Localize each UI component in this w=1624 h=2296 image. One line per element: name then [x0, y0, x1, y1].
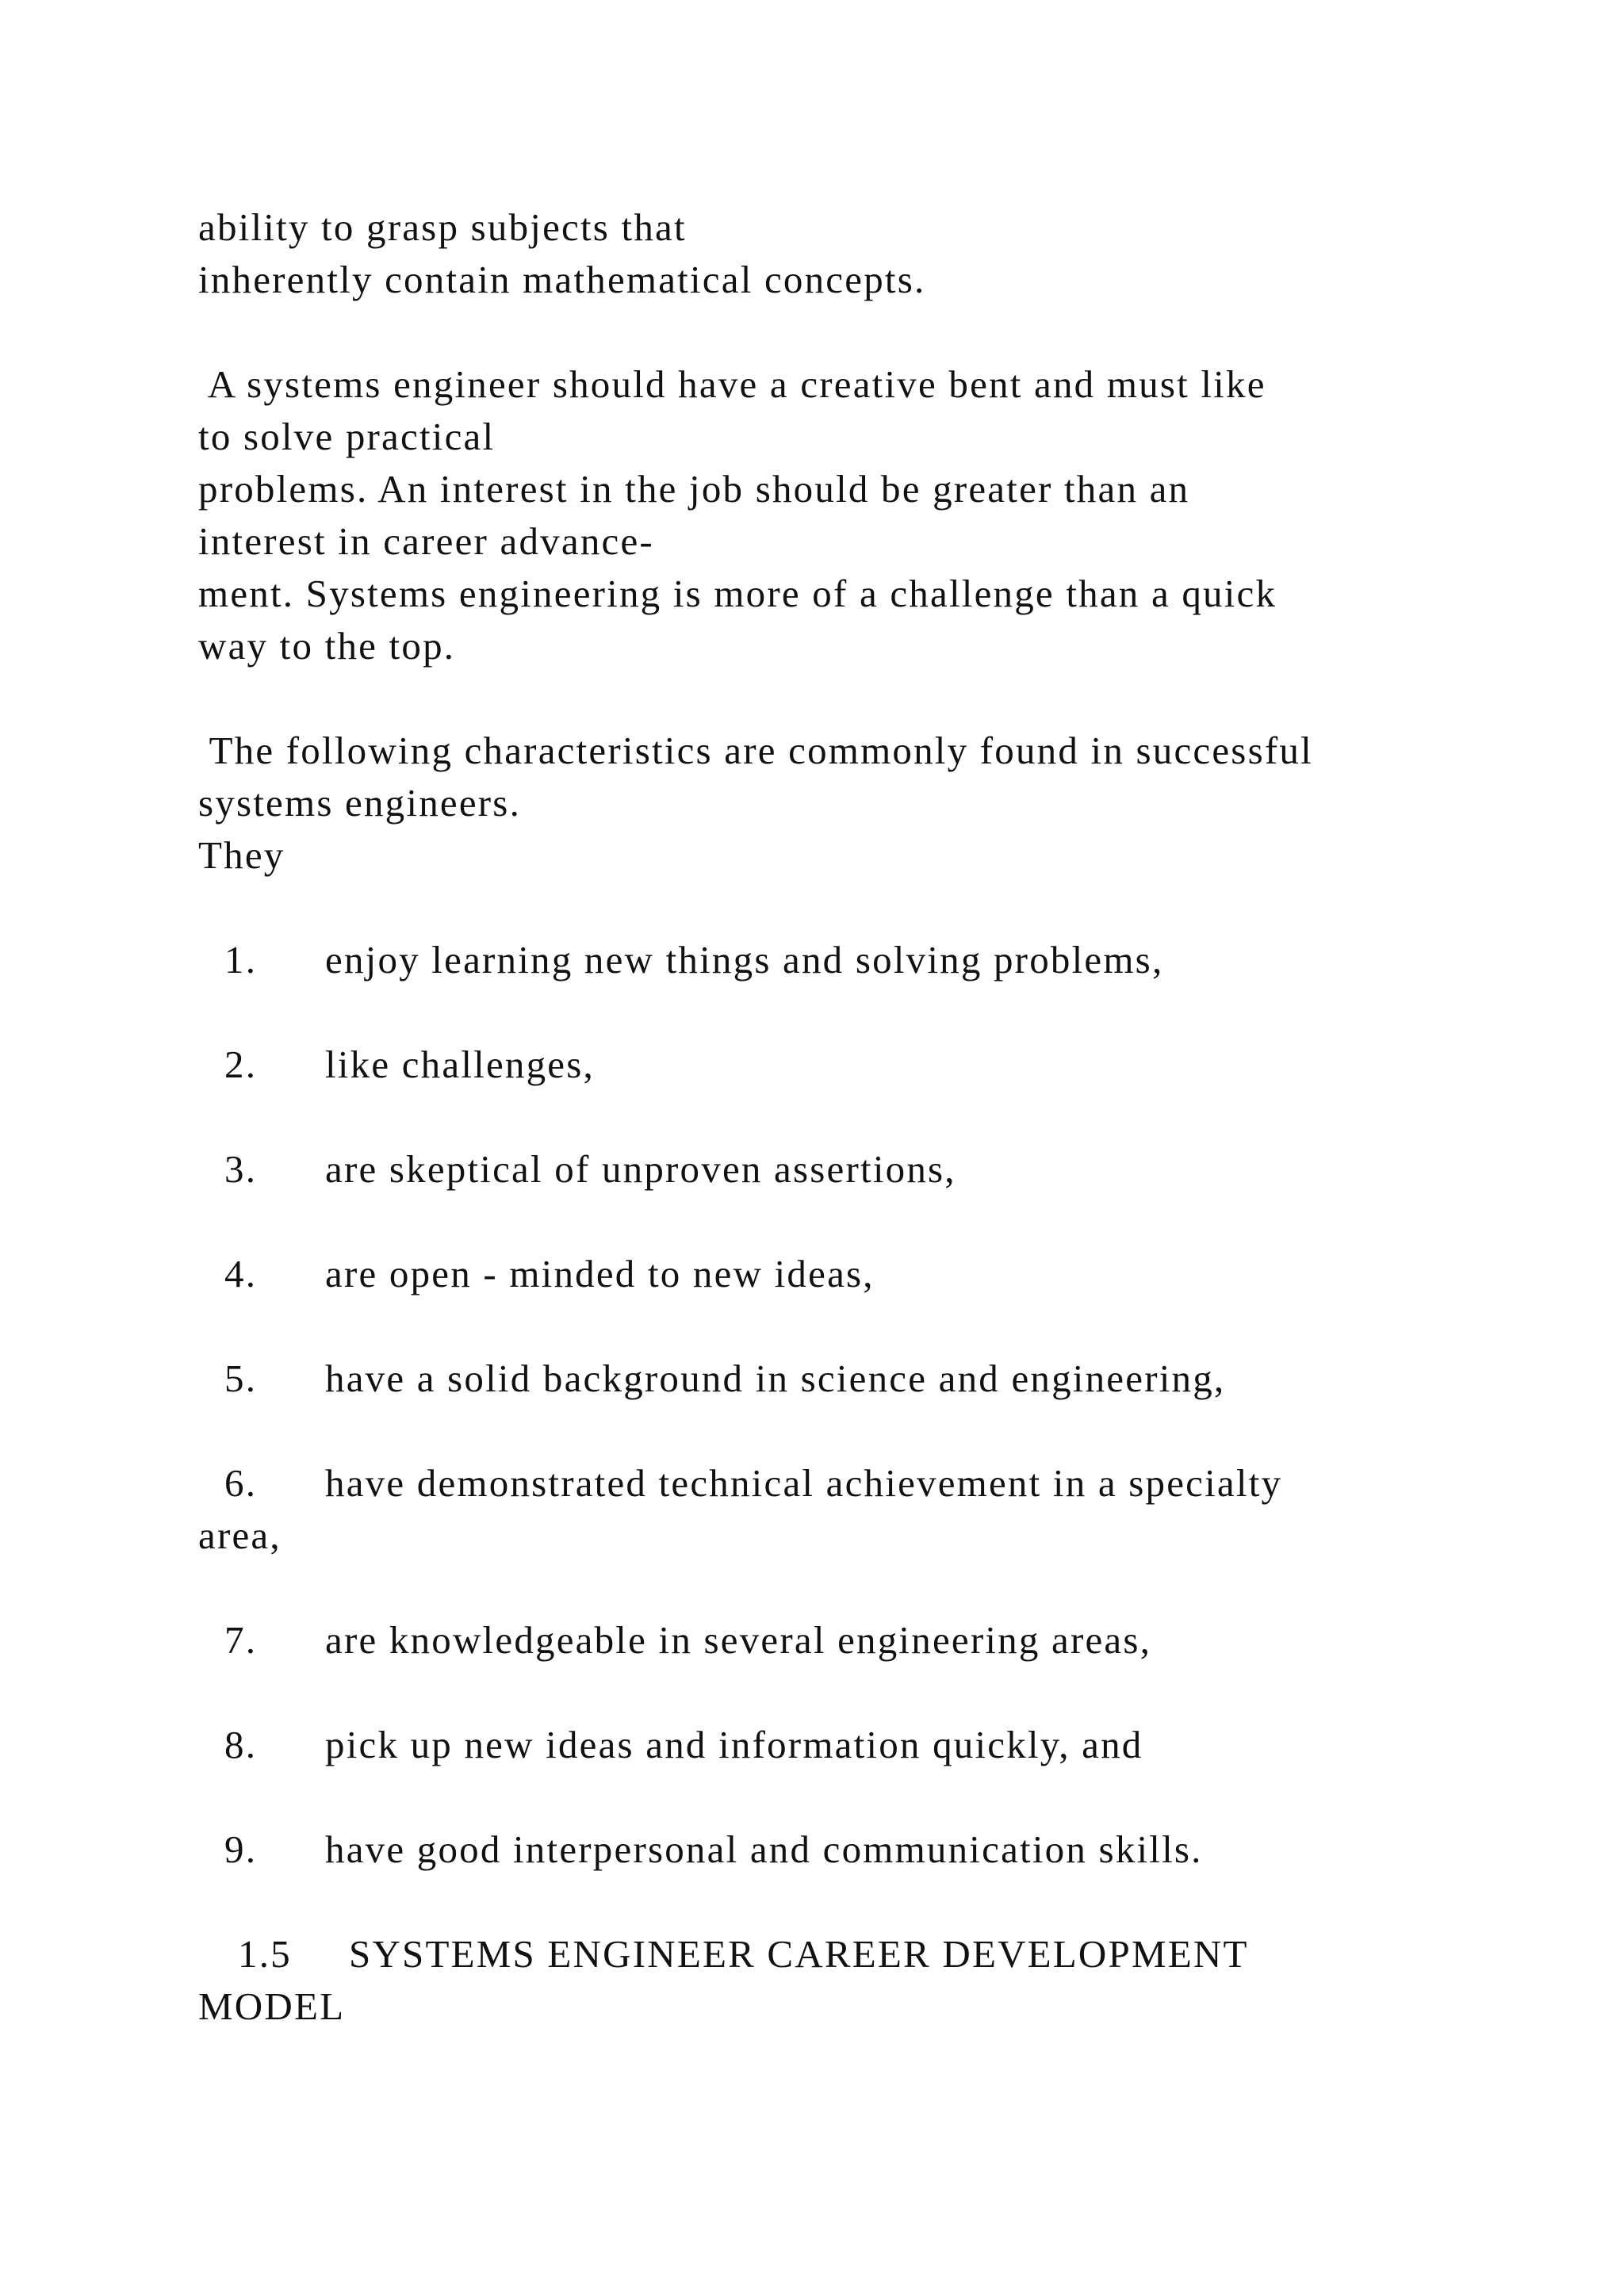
- section-title-continuation: MODEL: [198, 1984, 346, 2028]
- paragraph-line: problems. An interest in the job should be greater than an: [198, 467, 1190, 511]
- paragraph-line: ment. Systems engineering is more of a challenge than a quick: [198, 572, 1277, 615]
- list-item-text: have good interpersonal and communication skills.: [325, 1827, 1203, 1871]
- list-item-text: enjoy learning new things and solving problems,: [325, 938, 1164, 982]
- list-item-text: are knowledgeable in several engineering areas,: [325, 1618, 1152, 1662]
- list-item-text: are skeptical of unproven assertions,: [325, 1147, 956, 1191]
- list-item-number: 2.: [224, 1043, 258, 1086]
- list-item-text: pick up new ideas and information quickly, and: [325, 1723, 1143, 1766]
- paragraph-line: A systems engineer should have a creative bent and must like: [198, 362, 1266, 406]
- paragraph-line: interest in career advance-: [198, 519, 654, 563]
- paragraph-line: way to the top.: [198, 624, 456, 668]
- list-item-text: have demonstrated technical achievement in a specialty: [325, 1461, 1283, 1505]
- paragraph-line: inherently contain mathematical concepts.: [198, 258, 926, 301]
- paragraph-line: systems engineers.: [198, 781, 522, 825]
- paragraph-line: to solve practical: [198, 415, 496, 458]
- list-item-number: 6.: [224, 1461, 258, 1505]
- list-item-number: 9.: [224, 1827, 258, 1871]
- list-item-text: are open - minded to new ideas,: [325, 1252, 875, 1295]
- list-item-text: have a solid background in science and engineering,: [325, 1357, 1226, 1400]
- section-number: 1.5: [238, 1932, 292, 1976]
- list-item-number: 5.: [224, 1357, 258, 1400]
- list-item-number: 3.: [224, 1147, 258, 1191]
- section-title: SYSTEMS ENGINEER CAREER DEVELOPMENT: [349, 1932, 1249, 1976]
- paragraph-line: The following characteristics are commonly found in successful: [198, 729, 1313, 772]
- paragraph-line: They: [198, 833, 285, 877]
- list-item-continuation: area,: [198, 1513, 282, 1557]
- list-item-number: 7.: [224, 1618, 258, 1662]
- list-item-number: 4.: [224, 1252, 258, 1295]
- list-item-text: like challenges,: [325, 1043, 595, 1086]
- list-item-number: 8.: [224, 1723, 258, 1766]
- paragraph-line: ability to grasp subjects that: [198, 205, 687, 249]
- list-item-number: 1.: [224, 938, 258, 982]
